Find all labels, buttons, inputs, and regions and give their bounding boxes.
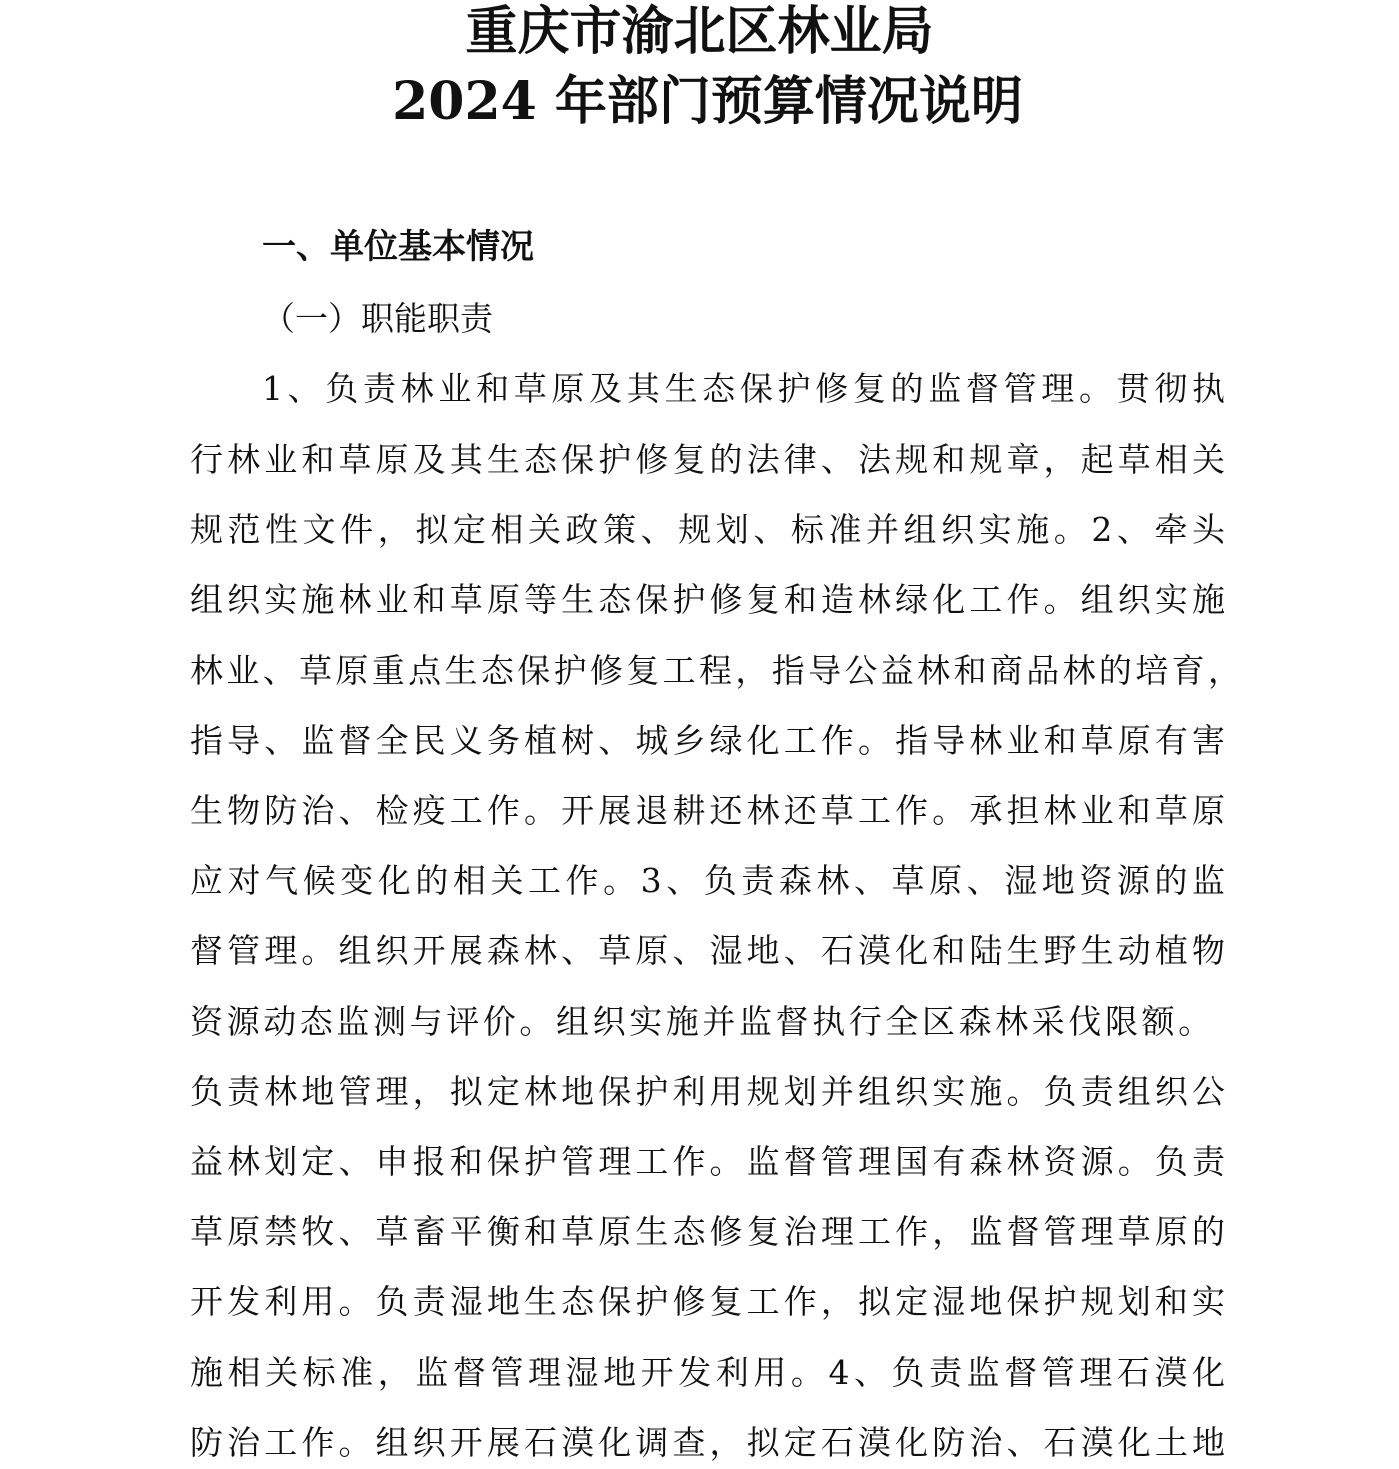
body-line: 草原禁牧、草畜平衡和草原生态修复治理工作，监督管理草原的 [190,1212,1226,1251]
body-line: 负责林地管理，拟定林地保护利用规划并组织实施。负责组织公 [190,1072,1226,1111]
body-line: 施相关标准，监督管理湿地开发利用。4、负责监督管理石漠化 [190,1353,1226,1392]
body-line: 组织实施林业和草原等生态保护修复和造林绿化工作。组织实施 [190,580,1226,619]
document-title-line-1: 重庆市渝北区林业局 [465,1,934,62]
body-line: 指导、监督全民义务植树、城乡绿化工作。指导林业和草原有害 [190,721,1226,760]
body-line: 生物防治、检疫工作。开展退耕还林还草工作。承担林业和草原 [190,791,1226,830]
body-line: 1、负责林业和草原及其生态保护修复的监督管理。贯彻执 [262,369,1226,408]
body-line: 益林划定、申报和保护管理工作。监督管理国有森林资源。负责 [190,1142,1226,1181]
body-line: 开发利用。负责湿地生态保护修复工作，拟定湿地保护规划和实 [190,1282,1226,1321]
body-line: 应对气候变化的相关工作。3、负责森林、草原、湿地资源的监 [190,861,1226,900]
body-line: 林业、草原重点生态保护修复工程，指导公益林和商品林的培育， [190,651,1242,690]
document-title-line-2: 2024 年部门预算情况说明 [392,71,1023,132]
body-line: 资源动态监测与评价。组织实施并监督执行全区森林采伐限额。 [190,1002,1215,1041]
body-line: 行林业和草原及其生态保护修复的法律、法规和规章，起草相关 [190,440,1226,479]
section-heading: 一、单位基本情况 [262,227,534,267]
subsection-heading: （一）职能职责 [262,299,493,338]
body-line: 规范性文件，拟定相关政策、规划、标准并组织实施。2、牵头 [190,510,1226,549]
body-line: 防治工作。组织开展石漠化调查，拟定石漠化防治、石漠化土地 [190,1423,1226,1462]
body-line: 督管理。组织开展森林、草原、湿地、石漠化和陆生野生动植物 [190,931,1226,970]
